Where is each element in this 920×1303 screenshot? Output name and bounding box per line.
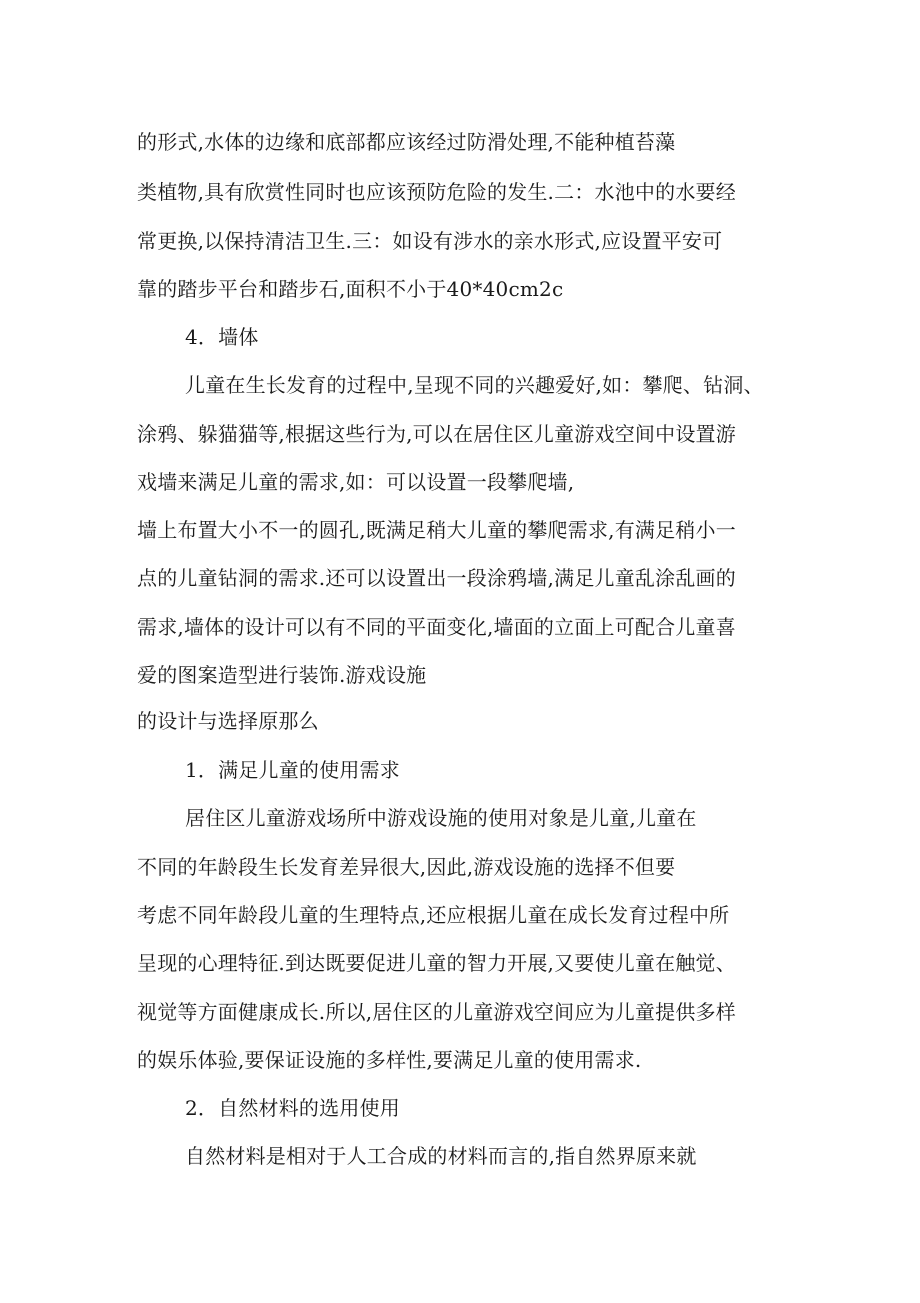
body-text-line: 涂鸦、躲猫猫等,根据这些行为,可以在居住区儿童游戏空间中设置游 xyxy=(137,422,736,446)
body-text-line: 呈现的心理特征.到达既要促进儿童的智力开展,又要使儿童在触觉、 xyxy=(137,951,736,975)
paragraph-first-line: 自然材料是相对于人工合成的材料而言的,指自然界原来就 xyxy=(185,1144,697,1168)
section-heading: 1．满足儿童的使用需求 xyxy=(185,758,400,782)
body-text-line: 爱的图案造型进行装饰.游戏设施 xyxy=(137,663,427,687)
body-text-line: 的设计与选择原那么 xyxy=(137,709,319,733)
body-text-line: 戏墙来满足儿童的需求,如：可以设置一段攀爬墙, xyxy=(137,470,575,494)
body-text-line: 的形式,水体的边缘和底部都应该经过防滑处理,不能种植苔藻 xyxy=(137,130,676,154)
body-text-line: 需求,墙体的设计可以有不同的平面变化,墙面的立面上可配合儿童喜 xyxy=(137,615,736,639)
paragraph-first-line: 儿童在生长发育的过程中,呈现不同的兴趣爱好,如：攀爬、钻洞、 xyxy=(185,373,764,397)
section-heading: 4．墙体 xyxy=(185,325,259,349)
body-text-line: 墙上布置大小不一的圆孔,既满足稍大儿童的攀爬需求,有满足稍小一 xyxy=(137,518,736,542)
paragraph-first-line: 居住区儿童游戏场所中游戏设施的使用对象是儿童,儿童在 xyxy=(185,806,697,830)
body-text-line: 类植物,具有欣赏性同时也应该预防危险的发生.二：水池中的水要经 xyxy=(137,180,736,204)
body-text-line: 不同的年龄段生长发育差异很大,因此,游戏设施的选择不但要 xyxy=(137,855,676,879)
body-text-line: 考虑不同年龄段儿童的生理特点,还应根据儿童在成长发育过程中所 xyxy=(137,903,730,927)
body-text-line: 靠的踏步平台和踏步石,面积不小于40*40cm2c xyxy=(137,277,564,301)
body-text-line: 视觉等方面健康成长.所以,居住区的儿童游戏空间应为儿童提供多样 xyxy=(137,1000,736,1024)
body-text-line: 点的儿童钻洞的需求.还可以设置出一段涂鸦墙,满足儿童乱涂乱画的 xyxy=(137,566,736,590)
body-text-line: 常更换,以保持清洁卫生.三：如设有涉水的亲水形式,应设置平安可 xyxy=(137,229,723,253)
body-text-line: 的娱乐体验,要保证设施的多样性,要满足儿童的使用需求. xyxy=(137,1048,642,1072)
section-heading: 2．自然材料的选用使用 xyxy=(185,1096,400,1120)
